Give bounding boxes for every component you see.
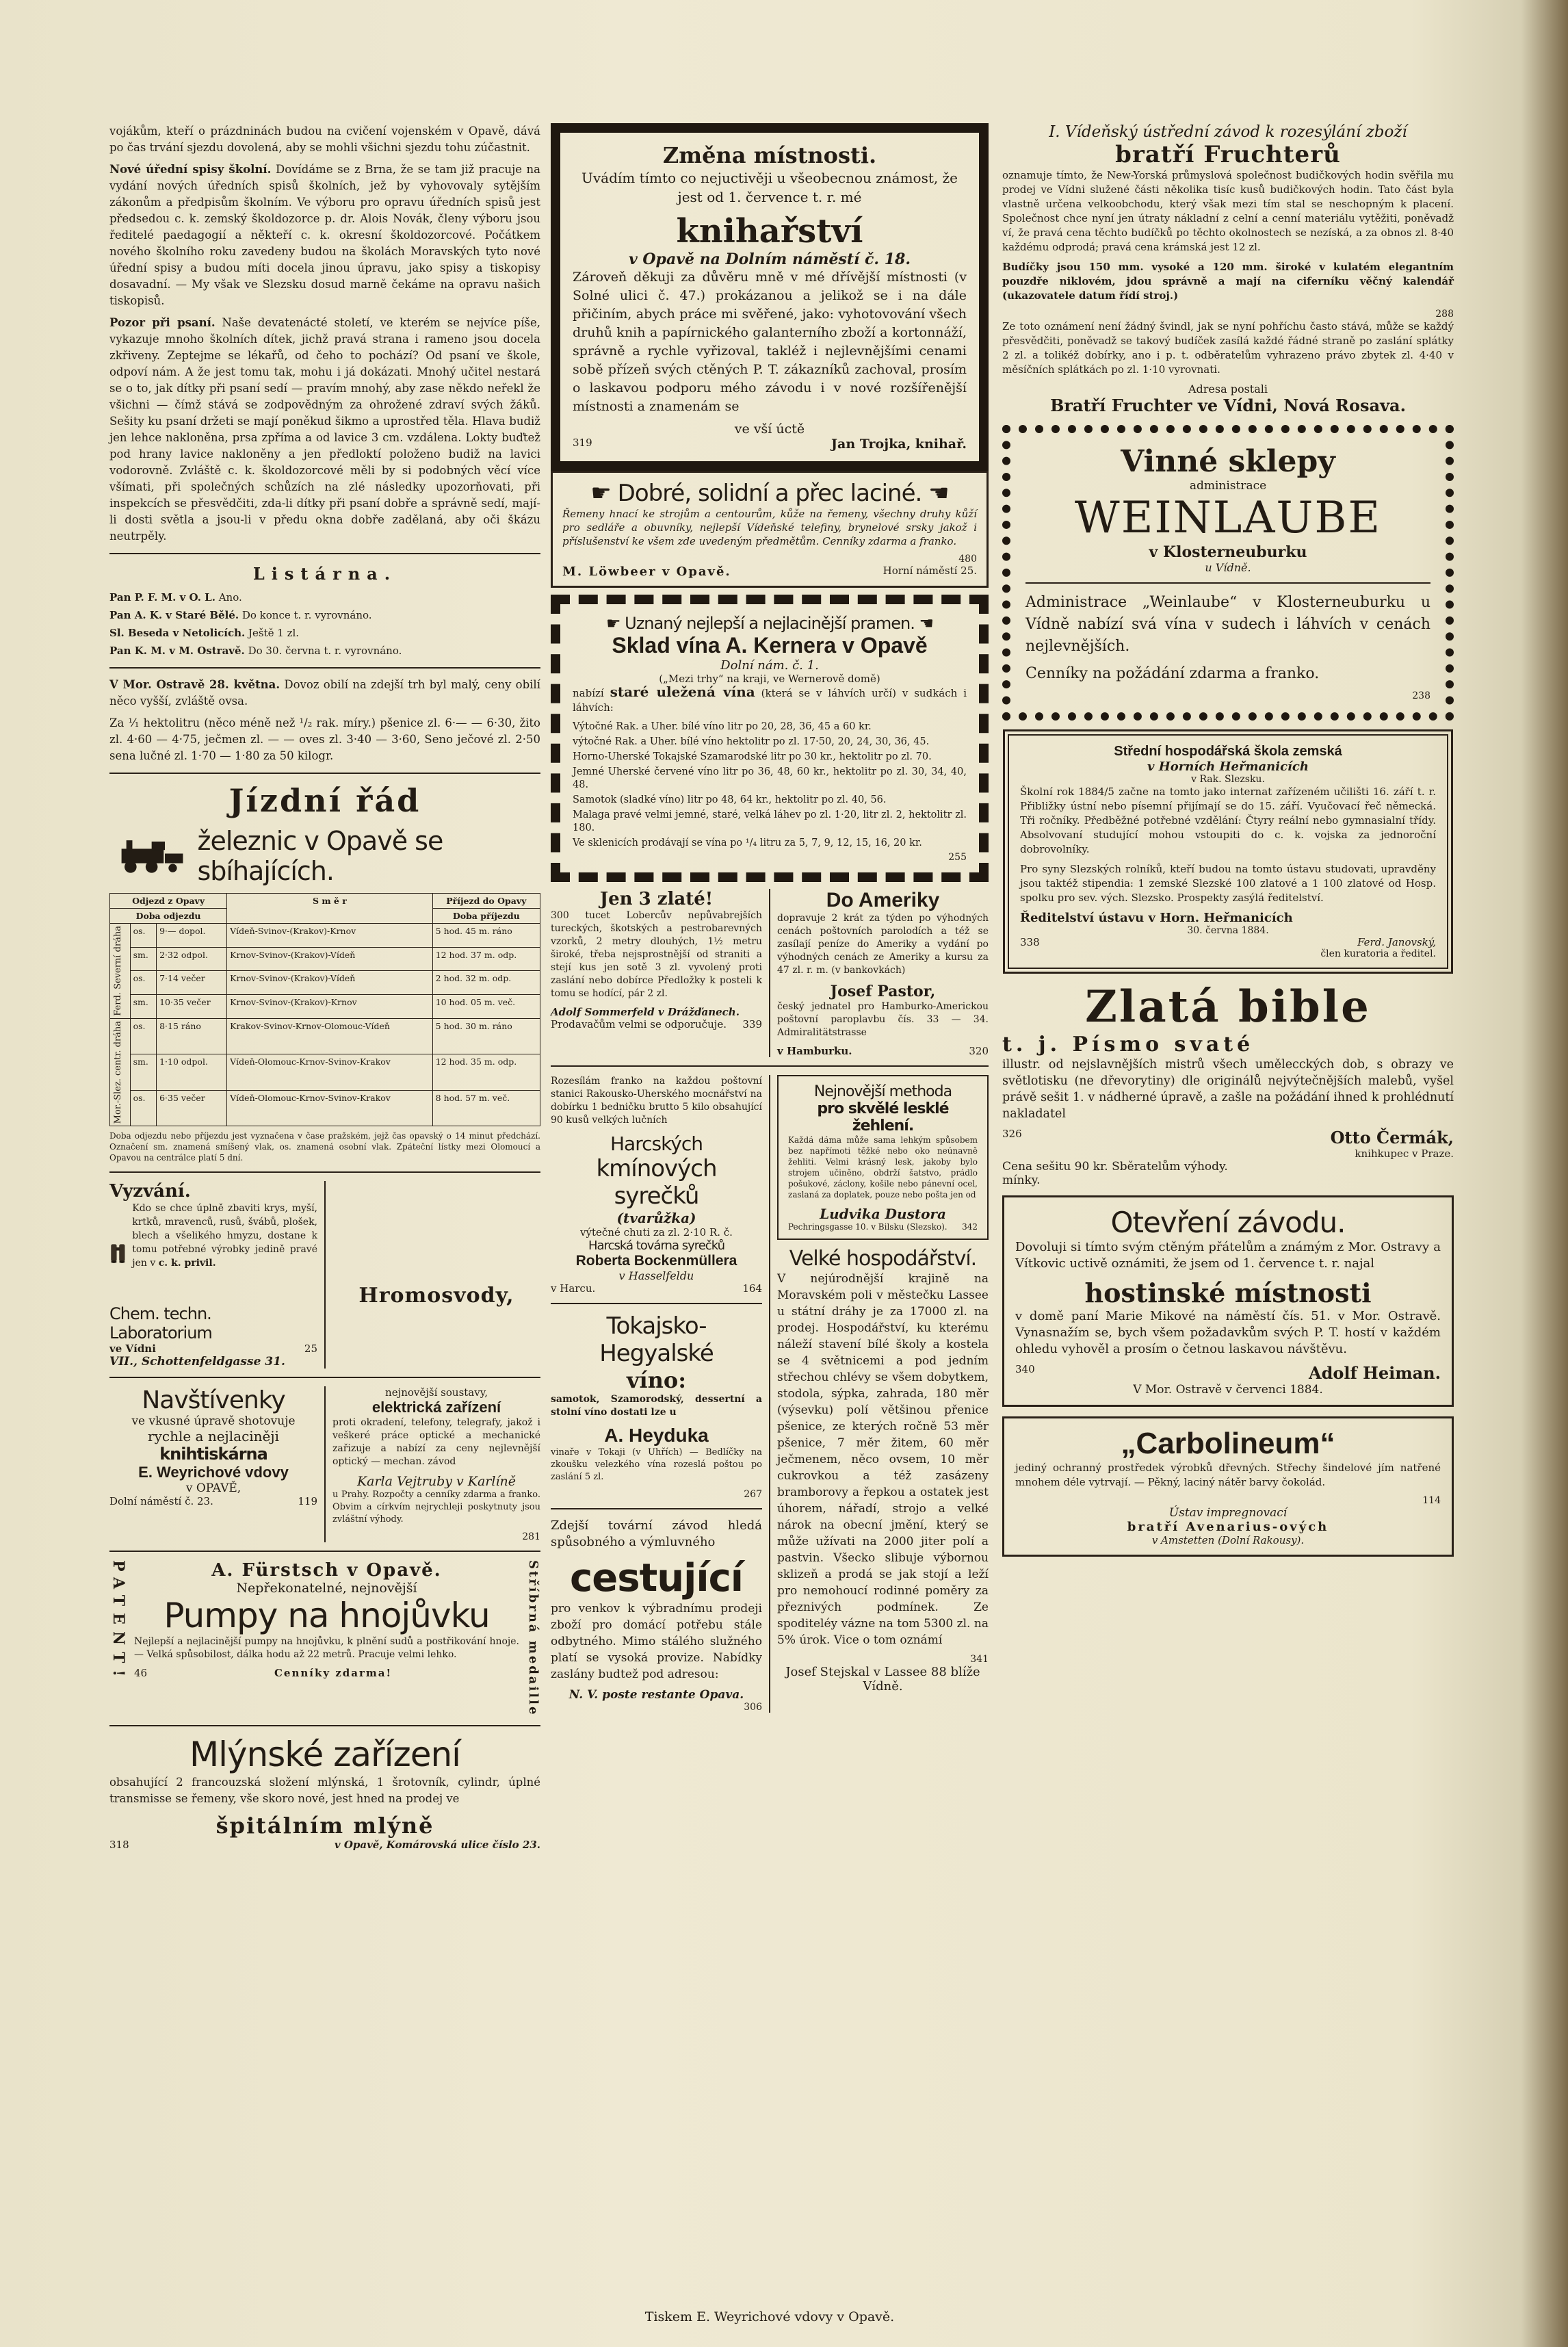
timetable-title: Jízdní řád [228, 782, 421, 819]
ad-pastor-row [777, 1045, 989, 1057]
ad-amstetten: v Amstetten (Dolní Rakousy). [1151, 1534, 1305, 1546]
ad-uznany [573, 614, 967, 633]
ad-pismo: t. j. Písmo svaté [1002, 1033, 1255, 1056]
header-departure-time: Doba odjezdu [110, 909, 227, 924]
divider [1025, 582, 1430, 584]
timetable-table [109, 893, 540, 1126]
ad-jen3-tail: Prodavačům velmi se odporučuje. [551, 1018, 727, 1030]
timetable-cell-arr: 10 hod. 05 m. več. [432, 995, 540, 1019]
ads-row-lower [551, 1075, 989, 1713]
ad-fruchter-num: 288 [1435, 309, 1454, 320]
ad-hromosvody-firm: Karla Vejtruby v Karlíně [356, 1474, 517, 1490]
column-middle [551, 123, 989, 1713]
ad-hromosvody [332, 1181, 540, 1369]
ad-navstivenky-sub2: rychle a nejlaciněji [148, 1428, 279, 1445]
ad-carb-num: 114 [1422, 1495, 1441, 1506]
ad-harcsk-row [551, 1282, 762, 1295]
listarna-item-name: Pan P. F. M. v O. L. [109, 591, 215, 604]
ad-vyzvani-row [109, 1343, 317, 1355]
ad-harcsk [551, 1075, 770, 1713]
ad-hromosvody-sub: nejnovější soustavy, [385, 1386, 488, 1399]
ad-pastor-num: 320 [969, 1045, 989, 1057]
ad-weyrich-row [109, 1495, 317, 1507]
ad-dobre-num: 480 [958, 554, 977, 565]
listarna-item [109, 625, 540, 641]
timetable-cell-dir: Vídeň-Svinov-(Krakov)-Krnov [227, 924, 432, 948]
timetable-cell-arr: 5 hod. 30 m. ráno [432, 1018, 540, 1054]
ad-fruchter-head: I. Vídeňský ústřední závod k rozesýlání zboží [1049, 123, 1407, 141]
ad-bible-row [1002, 1128, 1454, 1147]
ad-amerika-body: dopravuje 2 krát za týden po výhodných cenách poštovních parolodích a též se zasílají peníze do Ameriky a vydání po výhodných cenách ze Ameriky a kursu za 47 zl. r. m. (v bankovkách) [777, 913, 989, 976]
ad-avenarius: bratří Avenarius-ových [1127, 1520, 1329, 1534]
ad-bible-body: illustr. od nejslavnějších mistrů všech umělecckých dob, s obrazy ve světlotisku (ne dřevorytiny) dle originálů nejvýtečnějších malebů, vyšel právě sešit 1. v nádherné úpravě, a zašle na požádání ihned k prohlédnutí nakladatel [1002, 1058, 1454, 1121]
timetable-cell-dir: Vídeň-Olomouc-Krnov-Svinov-Krakov [227, 1054, 432, 1090]
header-arrival: Příjezd do Opavy [432, 894, 540, 909]
ad-carb-firm: Ústav impregnovací [1168, 1506, 1288, 1520]
ad-furatsch-title: A. Fürstsch v Opavě. [211, 1560, 442, 1581]
ad-vinne-title: Vinné sklepy [1121, 444, 1335, 479]
ad-hasselfelde: v Hasselfeldu [618, 1269, 694, 1282]
ad-zmena-body: Zároveň děkuji za důvěru mně v mé dřívější místnosti (v Solné ulici č. 47.) prokázanou a jelikož se i na dále přičiním, abych práce mi svěřené, jako: vyhotovování všech druhů knih a papírnického galanterního zboží a kortonnáží, správně a rychle vyřizoval, takléž i nejlevnějšími cenami sobě přízeň svých ctěných P. T. zákazníků zachoval, prosím o laskavou podporu mého závodu i v nové rozšířenější místnosti a znamenám se [573, 270, 967, 414]
wine-price-line: Jemné Uherské červené víno litr po 36, 48, 60 kr., hektolitr po zl. 30, 34, 40, 48. [573, 766, 967, 790]
listarna-item [109, 643, 540, 659]
timetable-line-name [110, 924, 131, 1019]
ad-carbolineum [1002, 1416, 1454, 1557]
spacer [332, 1181, 540, 1284]
patent-label: PATENT! [109, 1560, 127, 1684]
ad-spital-row [109, 1839, 540, 1851]
market-body: Dovoz obilí na zdejší trh byl malý, ceny obilí něco vyšší, zvláště ovsa. [109, 678, 540, 708]
ad-furatsch [109, 1560, 540, 1716]
ad-tvaruzka: (tvarůžka) [616, 1210, 696, 1226]
timetable-row [110, 924, 540, 948]
timetable-header [109, 826, 540, 886]
article-school-forms-body: Dovídáme se z Brna, že se tam již pracuje na vydání nových úředních spisů školních, jež by vyhovovaly sytějším zákonům a předpisům školním. Ve výboru pro opravu úředních spisů jest předsedou c. k. zemský školdozorce p. dr. Alois Novák, členy výboru jsou ředitelé paedagogií a někteří c. k. okresní školdozorcové. Počátkem nového školního roku zavedeny budou na školách Moravských tyto nové úřední spisy a budou míti docela jinou úpravu, jako spisy a tiskopisy dosavadní. — My však ve Slezsku dosud marně čekáme na opravu našich tiskopisů. [109, 163, 541, 307]
ad-vyzvani-title: Vyzvání. [109, 1181, 191, 1202]
ad-furatsch-main [134, 1560, 519, 1716]
wine-price-line: Výtočné Rak. a Uher. bílé víno litr po 20, 28, 36, 45 a 60 kr. [573, 721, 872, 732]
timetable-cell-cls: os. [130, 924, 157, 948]
ad-fruchter-bold: Budíčky jsou 150 mm. vysoké a 120 mm. široké v kulatém elegantním pouzdře niklovém, jdou správně a mají na ciferníku věčný kalendář (ukazovatele datum řídí stroj.) [1002, 261, 1454, 302]
ad-carbolineum-title: „Carbolineum“ [1121, 1427, 1335, 1460]
ad-sklad-title: Sklad vína A. Kernera v Opavě [612, 633, 928, 658]
ad-pastor: Josef Pastor, [830, 983, 936, 1000]
divider [109, 1551, 540, 1552]
timetable-cell-cls: os. [130, 1018, 157, 1054]
timetable-row [110, 947, 540, 971]
timetable-row [110, 1054, 540, 1090]
ad-harcsk-firm: Harcská továrna syrečků [588, 1239, 724, 1253]
ad-fruchter-firm: Bratří Fruchter ve Vídni, Nová Rosava. [1050, 396, 1406, 415]
ad-sklad-wine: staré uležená vína [610, 684, 755, 700]
divider [109, 667, 540, 669]
ad-vyzvani-firm: c. k. privil. [158, 1258, 216, 1269]
timetable-header-row [110, 894, 540, 909]
ad-heiman-row [1015, 1363, 1441, 1383]
ad-skola [1008, 734, 1448, 969]
ad-sklad-addr: Dolní nám. č. 1. [720, 658, 819, 673]
timetable-section-1 [110, 924, 540, 1019]
wine-price-line: Ve sklenicích prodávají se vína po ¹/₄ litru za 5, 7, 9, 12, 15, 16, 20 kr. [573, 838, 922, 848]
ad-zmena-row [573, 437, 967, 452]
timetable-cell-cls: os. [130, 971, 157, 995]
article-writing-body: Naše devatenácté století, ve kterém se nejvíce píše, vykazuje mnoho školních dítek, jichž pravá strana i rameno jsou docela zkřiveny. Zeptejme se lékařů, od čeho to pochází? Od psaní ve škole, odpoví nám. A že jest tomu tak, mohu i já dokázati. Mnohý učitel nestará se o to, jak dítky při psaní sedí — pravím mnohý, aby zase někdo neřekl že všichni — čímž stává se zodpovědným za ohrožené zdraví svých žáků. Sešity ku psaní držeti se mají poněkud šikmo a uprostřed těla. Hlava budiž jen lehce nakloněna, prsa zpříma a od lavice 3 cm. vzdálena. Lokty buďtež pod hrany lavice nakloněny a jen předloktí položeno budiž na lavici vodorovně. Zvláště c. k. školdozorcové měli by si podobných věcí více všímati, při společných schůzích na zlé následky upozorňovati, při inspekcích se přesvědčiti, zda-li dítky při psaní dobře a správně sedí, mají-li dosti světla a jsou-li v předu okna dobře zadělaná, aby oči škázu neutrpěly. [109, 316, 540, 543]
ad-skola-sub: v Horních Heřmanicích [1147, 760, 1309, 774]
ad-skola-sub2: v Rak. Slezsku. [1191, 774, 1265, 785]
market-prices: Za ⅟₁ hektolitru (něco méně než ¹/₂ rak. míry.) pšenice zl. 6·— — 6·30, žito zl. 4·60 — 4·75, ječmen zl. — — oves zl. 3·40 — 3·60, Seno ječové zl. 2·50 sena lučné zl. 1·70 — 1·80 za 50 kilogr. [109, 716, 540, 762]
wine-price-line: výtočné Rak. a Uher. bílé víno hektolitr po zl. 17·50, 20, 24, 30, 36, 45. [573, 736, 930, 747]
ads-row-mid [551, 889, 989, 1057]
ad-otevreni [1002, 1195, 1454, 1407]
ad-dustora-row [788, 1222, 978, 1232]
ad-velke-body: V nejúrodnější krajině na Moravském poli v městečku Lassee u státní dráhy je za 17000 zl. na prodej. Hospodářství, ku kterému náleží stavení bílé školy a kostela se 4 světnicemi a pod jedním střechou chlévy se všem dobytkem, stodola, sýpka, zahrada, 180 měr (výsevku) polí většinou přenice pšenice, ze kterých ročně 53 měr pšenice, 7 měr žitem, 60 měr ječmenem, něco ovsem, 10 měr cukrovkou a též zasázeny bramborovy a řepkou a ostatek jest úhorem, nářadí, strojo a velké nárok na obecní jmění, který se může užívati na 2000 jiter polí a pastvin. Všecko slibuje výbornou sklizeň a prodá se jak stojí a leží pro nemohoucí rodinné poměry za přeznivých podmínek. Ze spoditeléy vázne na tom 5300 zl. na 5% úrok. Vice o tom oznámí [777, 1272, 989, 1647]
column-right [1002, 123, 1454, 1566]
ad-weinlaube-title: WEINLAUBE [1074, 493, 1382, 543]
timetable-subtitle: železnic v Opavě se sbíhajících. [197, 826, 443, 886]
timetable-section-2 [110, 1018, 540, 1126]
ad-sklad-offer [573, 685, 967, 715]
timetable-cell-arr: 12 hod. 35 m. odp. [432, 1054, 540, 1090]
ad-pastor-body: český jednatel pro Hamburko-Americkou poštovní paroplavbu čís. 33 — 34. Admiralitätstrasse [777, 1001, 989, 1038]
ad-elektricka: elektrická zařízení [371, 1399, 501, 1416]
ad-pumpy-body: Nejlepší a nejlacinější pumpy na hnojůvku, k plnění sudů a postřikování hnoje. — Velká spůsobilost, dálka hodu až 22 metrů. Pracuje velmi lehko. [134, 1636, 519, 1661]
divider [109, 1171, 540, 1173]
ad-dustora-addr: Pechringsgasse 10. v Bilsku (Slezsko). [788, 1222, 948, 1232]
ad-lesk [777, 1075, 989, 1240]
ad-hostinske: hostinské místnosti [1084, 1278, 1372, 1308]
timetable-cell-time: 10·35 večer [157, 995, 227, 1019]
ad-pumpy-title: Pumpy na hnojůvku [164, 1596, 490, 1636]
ad-uznany-text: Uznaný nejlepší a nejlacinější pramen. [625, 614, 915, 633]
market-title: V Mor. Ostravě 28. května. [109, 678, 280, 691]
timetable-cell-cls: sm. [130, 947, 157, 971]
ad-vyzvani-body [132, 1202, 317, 1299]
ad-zmena-addr: v Opavě na Dolním náměstí č. 18. [628, 250, 911, 268]
ad-velke-num: 341 [970, 1654, 989, 1665]
listarna-title: Listárna. [252, 564, 397, 584]
ad-navstivenky-title: Navštívenky [142, 1386, 285, 1415]
timetable-cell-arr: 8 hod. 57 m. več. [432, 1090, 540, 1126]
ad-tokajske-title: Tokajsko-Hegyalské [599, 1312, 714, 1367]
ad-zdejsi-body: Zdejší tovární závod hledá spůsobného a výmluvného [551, 1518, 762, 1549]
ad-skola-title: Střední hospodářská škola zemská [1114, 744, 1342, 759]
timetable-row [110, 995, 540, 1019]
ad-dobre-row [562, 565, 977, 579]
ad-otevreni-title: Otevření závodu. [1110, 1206, 1346, 1239]
ad-tokajske-body: samotok, Szamorodský, dessertní a stolní víno dostati lze u [551, 1394, 762, 1418]
divider [551, 1065, 989, 1067]
timetable-cell-arr: 12 hod. 37 m. odp. [432, 947, 540, 971]
header-direction: S m ě r [227, 894, 432, 924]
ad-cermak: Otto Čermák, [1330, 1128, 1454, 1147]
hand-right-icon: ☛ [605, 614, 625, 633]
ad-cestujici: cestující [570, 1556, 743, 1600]
ad-vyzvani-content [109, 1202, 317, 1304]
ad-zmena-close: ve vší úctě [734, 422, 805, 437]
ad-harcsk-num: 164 [742, 1282, 762, 1295]
ad-pumpy-num: 46 [134, 1667, 148, 1680]
ad-skola-num: 338 [1020, 936, 1040, 948]
ad-fruchter-adresa: Adresa postali [1188, 382, 1268, 396]
ad-velke-title: Velké hospodářství. [789, 1247, 977, 1271]
wine-price-line: Horno-Uherské Tokajské Szamarodské litr po 30 kr., hektolitr po zl. 70. [573, 751, 932, 762]
ad-vino: víno: [626, 1367, 687, 1393]
listarna-item-name: Pan K. M. v M. Ostravě. [109, 645, 245, 657]
timetable-cell-dir: Krnov-Svinov-(Krakov)-Vídeň [227, 947, 432, 971]
ad-weyrich-addr: Dolní náměstí č. 23. [109, 1495, 213, 1508]
timetable-cell-arr: 5 hod. 45 m. ráno [432, 924, 540, 948]
ad-weinlaube-body2: Cenníky na požádání zdarma a franko. [1025, 665, 1320, 682]
ad-nejnovejsi: Nejnovější methoda [813, 1083, 952, 1100]
timetable-note: Doba odjezdu nebo příjezdu jest vyznačena v čase pražském, jejž čas opavský o 14 minut předchází. Označení sm. znamená smíšený vlak, os. znamená osobní vlak. Zpáteční lístky mezi Olomoucí a Opavou na centrálce platí 5 dní. [109, 1131, 540, 1163]
listarna-list [109, 589, 540, 659]
timetable-cell-dir: Vídeň-Olomouc-Krnov-Svinov-Krakov [227, 1090, 432, 1126]
listarna-item [109, 589, 540, 606]
ad-kminovych: kmínových syrečků [596, 1155, 717, 1210]
article-writing [109, 315, 540, 545]
ad-dobre [551, 471, 989, 588]
ad-knihkupectvi: knihařství [676, 212, 863, 250]
ad-heiman: Adolf Heiman. [1308, 1363, 1441, 1383]
ad-cestujici-num: 306 [744, 1702, 762, 1713]
ad-cestujici-body: pro venkov k výbradnímu prodeji zboží pro domácí potřebu stále odbytného. Mimo stálého služného platí se vysoká provize. Nabídky zaslány budtež pod adresou: [551, 1602, 762, 1681]
ad-zmena-num: 319 [573, 437, 592, 449]
ad-lesk-col [777, 1075, 989, 1713]
ad-sklad-num: 255 [948, 852, 967, 863]
ad-dobre-title [562, 480, 977, 507]
ad-heiman-date: V Mor. Ostravě v červenci 1884. [1133, 1383, 1323, 1397]
divider [551, 1303, 762, 1304]
ad-jen3-title: Jen 3 zlaté! [599, 889, 714, 909]
ad-pastor-city: v Hamburku. [777, 1045, 852, 1057]
divider [551, 1508, 762, 1509]
ad-dobre-title-text: Dobré, solidní a přec laciné. [617, 480, 922, 507]
timetable-cell-cls: sm. [130, 995, 157, 1019]
ad-lesk-body: Každá dáma může sama lehkým spůsobem bez napřímoti těžké nebo oko neúnavně žehliti. Velmi krásný lesk, jakoby bylo strojem učiněno, obdrží šatstvo, prádlo pošukové, záclony, košile nebo pánevní ocel, zaslaná za doplatek, pouze nebo pošta jen od [788, 1135, 978, 1200]
ad-skola-body2: Pro syny Slezských rolníků, kteří budou na tomto ústavu studovati, upravděny jsou taktéž stipendia: 1 zemské Slezské 100 zlatové a 1 100 zlatové od Hosp. spolku pro sev. vých. Slezsko. Prospekty zasýlá ředitelství. [1020, 863, 1436, 904]
ad-bible-title: Zlatá bible [1085, 981, 1371, 1033]
ad-weyrich-city: v OPAVĚ, [185, 1481, 241, 1496]
timetable-cell-time: 8·15 ráno [157, 1018, 227, 1054]
ad-hromosvody-body-col [332, 1386, 540, 1542]
ad-jen3 [551, 889, 770, 1057]
medaille-label: Stříbrná medaille [526, 1560, 540, 1717]
hand-left-icon: ☚ [914, 614, 933, 633]
ad-weinlaube-num: 238 [1412, 690, 1430, 701]
timetable-cell-time: 6·35 večer [157, 1090, 227, 1126]
ad-cermak-sub: knihkupec v Praze. [1355, 1147, 1454, 1160]
ad-vidne: u Vídně. [1205, 561, 1251, 574]
ad-amerika [777, 889, 989, 1057]
timetable-cell-cls: sm. [130, 1054, 157, 1090]
timetable-cell-time: 2·32 odpol. [157, 947, 227, 971]
ad-sklad-nabizi2: (která se v láhvích určí) v sudkách i láhvích: [573, 687, 967, 714]
timetable-cell-time: 1·10 odpol. [157, 1054, 227, 1090]
ad-vyzvani-lab: Chem. techn. Laboratorium [109, 1304, 212, 1343]
ad-zmena-intro: Uvádím tímto co nejuctivěji u všeobecnou známost, že jest od 1. července t. r. mé [582, 170, 958, 205]
ad-dustora-num: 342 [962, 1222, 978, 1232]
listarna-item-name: Sl. Beseda v Netolicích. [109, 627, 246, 639]
ad-carb-body: jediný ochranný prostředek výrobků dřevných. Střechy šindelové jím natřené mnohem déle vytrvají. — Pěkný, laciný nátěr barvy čokolád. [1015, 1462, 1441, 1488]
listarna-item-text: Ještě 1 zl. [248, 627, 300, 639]
ad-dobre-firm: M. Löwbeer v Opavě. [562, 565, 731, 579]
ad-furatsch-sub: Nepřekonatelné, nejnovější [236, 1581, 417, 1596]
divider [109, 1725, 540, 1726]
ad-hromosvody-tail: u Prahy. Rozpočty a cenníky zdarma a franko. Obvim a církvím nejrychleji poskytnuty jsou zvláštní výhody. [332, 1490, 540, 1525]
ad-heyduka-num: 267 [744, 1489, 762, 1500]
ad-harcsk-price: výtečné chuti za zl. 2·10 R. č. [580, 1226, 733, 1239]
ad-skola-body: Školní rok 1884/5 začne na tomto jako internat zařízeném učilišti 16. září t. r. Přibližky ústní nebo písemní přijímají se do 15. září. Vyučovací řeč německá. Tři ročníky. Předběžné potřebné vzdělání: Čtyry reální nebo gymnasialní třídy. Absolvovaní studující mohou vstoupiti do c. k. vojska za jednoroční dobrovolníky. [1020, 786, 1436, 855]
ad-spital: špitálním mlýně [215, 1812, 434, 1839]
timetable-cell-arr: 2 hod. 32 m. odp. [432, 971, 540, 995]
ad-skola-date: 30. června 1884. [1187, 925, 1269, 936]
listarna-item-name: Pan A. K. v Staré Bělé. [109, 609, 239, 621]
timetable-line-label: Ferd. Severní dráha [113, 926, 123, 1016]
ad-hromosvody-title: Hromosvody, [358, 1284, 514, 1308]
listarna-item-text: Ano. [218, 591, 242, 604]
ad-mlynske [109, 1735, 540, 1851]
ad-dobre-body: Řemeny hnací ke strojům a centourům, kůže na řemeny, všechny druhy kůží pro sedláře a obuvníky, nejlepší Vídeňské telefiny, brynelové srsky jakož i příslušenství ke všem zde uvedeným předmětům. Cenníky zdarma a franko. [562, 508, 977, 547]
timetable-cell-cls: os. [130, 1090, 157, 1126]
ad-pumpy-cennik: Cenníky zdarma! [274, 1667, 393, 1680]
ad-vyzvani-text: Kdo se chce úplně zbaviti krys, myší, krtků, mravenců, rusů, švábů, plošek, blech a všelikého hmyzu, dostane k tomu potřebné výrobky jedině pravé jen v [132, 1203, 317, 1269]
timetable-cell-time: 7·14 večer [157, 971, 227, 995]
header-arrival-time: Doba příjezdu [432, 909, 540, 924]
ad-skola-sign2: člen kuratoria a ředitel. [1320, 948, 1436, 959]
divider [109, 553, 540, 554]
ad-fruchter-tail: Ze toto oznámení není žádný švindl, jak se nyní pohříchu často stává, může se každý přesvědčiti, poněvadž se takový budíček zasílá každé řádné straně po zaslání splátky 2 zl. a tolikéž dobírky, ano i p. t. odběratelům vyhrazeno právo zbytek zl. 4·40 v měsíčních splátkách po zl. 1·10 vyrovnati. [1002, 320, 1454, 376]
locomotive-icon [109, 835, 188, 877]
ad-fruchter-body: oznamuje tímto, že New-Yorská průmyslová společnost budičkových hodin svěřila mu prodej ve Vídni služené části několika tisíc kusů budičkových hodin. Tato část byla vlastně určena velkoobchodu, který však mezi tím stal se neschopným k placení. Společnost chce nyní jen útraty nákladní z celní a cenní materiálu vytěžiti, poněvadž ví, že pravá cena těchto budíčků po těchto okolnostech se nezíská, a za obnos zl. 8·40 každému odprodá; pravá cena krámská jest 12 zl. [1002, 169, 1454, 253]
ad-klosterneuburk: v Klosterneuburku [1149, 543, 1307, 561]
ad-jen3-body: 300 tucet Lobercův nepůvabrejších tureckých, škotských a pestrobarevných vzorků, 2 metry dlouhých, 1½ metru široké, třeba nejsprostnější od straniti a stejí kus jen sotě 3 zl. vyvolený proti zaslání nebo dobírce Předložky k posteli k tomu se hodící, pár 2 zl. [551, 910, 762, 999]
timetable-row [110, 1090, 540, 1126]
ad-vyzvani-city: ve Vídni [109, 1343, 156, 1356]
ad-heyduka-body: vinaře v Tokaji (v Uhřích) — Bedlíčky na zkoušku velezkého vína rozeslá poštou po zaslání 5 zl. [551, 1447, 762, 1482]
market-report [109, 677, 540, 710]
ad-zmena [551, 123, 989, 471]
timetable-line-name [110, 1018, 131, 1126]
ad-navstivenky [109, 1386, 326, 1542]
ads-row-2 [109, 1386, 540, 1542]
ad-jen3-firm: Adolf Sommerfeld v Drážďanech. [551, 1006, 740, 1018]
listarna-item-text: Do konce t. r. vyrovnáno. [241, 609, 372, 621]
binoculars-icon [109, 1202, 127, 1304]
article-opening: vojákům, kteří o prázdninách budou na cvičení vojenském v Opavě, dává po čas trvání sjezdu dovolená, aby se mohli všichni sjezdu tohu zúčastnit. [109, 125, 540, 154]
ad-rozesilam: Rozesílám franko na každou poštovní stanici Rakousko-Uherského mocnářství na dobírku 1 bedničku brutto 5 kilo obsahující 90 kusů velkých lučních [551, 1076, 762, 1126]
ad-skola-dir: Ředitelství ústavu v Horn. Heřmanicích [1020, 911, 1293, 925]
article-writing-title: Pozor při psaní. [109, 316, 215, 329]
ad-hromosvody-num: 281 [522, 1531, 540, 1543]
ad-amerika-title: Do Ameriky [826, 889, 940, 911]
ads-row-1 [109, 1181, 540, 1369]
ad-vyzvani-num: 25 [304, 1343, 317, 1356]
timetable-cell-dir: Krnov-Svinov-(Krakov)-Krnov [227, 995, 432, 1019]
column-left [109, 123, 540, 1851]
timetable-cell-dir: Krnov-Svinov-(Krakov)-Vídeň [227, 971, 432, 995]
ad-dustora: Ludvika Dustora [820, 1206, 946, 1222]
ad-mlynske-title: Mlýnské zařízení [189, 1734, 461, 1774]
ad-bockenmuller: Roberta Bockenmüllera [575, 1253, 737, 1269]
ad-fruchter-title: bratří Fruchterů [1115, 141, 1341, 168]
ad-weyrich-num: 119 [298, 1495, 317, 1508]
ad-heyduka: A. Heyduka [604, 1425, 709, 1446]
ad-otevreni-num: 340 [1015, 1363, 1035, 1375]
ad-administrace: administrace [1189, 479, 1267, 493]
ad-vyzvani-addr: VII., Schottenfeldgasse 31. [109, 1355, 285, 1369]
ad-weinlaube-body: Administrace „Weinlaube“ v Klosterneuburku u Vídně nabízí svá vína v sudech i láhvích v cenách nejlevnějších. [1025, 594, 1430, 655]
article-school-forms [109, 161, 540, 309]
ad-skola-sign: Ferd. Janovský, [1357, 936, 1436, 948]
ad-spital-num: 318 [109, 1838, 129, 1851]
ad-navstivenky-sub: ve vkusné úpravě shotovuje [131, 1414, 296, 1429]
divider [109, 773, 540, 774]
ad-mlynske-body: obsahující 2 francouzská složení mlýnská, 1 šrotovník, cylindr, úplné transmisse se řemeny, vše skoro nové, jest hned na prodej ve [109, 1775, 540, 1805]
timetable-cell-time: 9·— dopol. [157, 924, 227, 948]
ad-sklad-nabizi: nabízí [573, 687, 604, 699]
header-departure: Odjezd z Opavy [110, 894, 227, 909]
ad-weyrich: E. Weyrichové vdovy [138, 1464, 289, 1481]
ad-jen3-num: 339 [742, 1018, 762, 1030]
divider [109, 1377, 540, 1378]
wine-price-line: Malaga pravé velmi jemné, staré, velká láhev po zl. 1·20, litr zl. 2, hektolitr zl. 180. [573, 809, 967, 833]
ad-cermak-tail: Cena sešitu 90 kr. Sběratelům výhody. [1002, 1160, 1228, 1174]
ad-knihtiskarna: knihtiskárna [159, 1444, 267, 1464]
ad-pumpy-row [134, 1667, 519, 1679]
printer-footer: Tiskem E. Weyrichové vdovy v Opavě. [644, 2309, 895, 2324]
ad-zmena-title: Změna místnosti. [662, 142, 877, 168]
ad-zmena-sign: Jan Trojka, knihař. [831, 437, 967, 452]
wine-price-line: Samotok (sladké víno) litr po 48, 64 kr., hektolitr po zl. 40, 56. [573, 794, 887, 805]
hand-right-icon: ☛ [590, 480, 618, 507]
listarna-item [109, 607, 540, 623]
timetable-cell-dir: Krakov-Svinov-Krnov-Olomouc-Vídeň [227, 1018, 432, 1054]
timetable-row [110, 971, 540, 995]
ad-otevreni-body: Dovoluji si tímto svým ctěným přátelům a známým z Mor. Ostravy a Vítkovic uctivě oznámiti, že jsem od 1. července t. r. najal [1015, 1240, 1441, 1271]
ad-sklad-lines [573, 721, 967, 850]
ad-bible-num: 326 [1002, 1128, 1022, 1140]
ad-weinlaube [1002, 425, 1454, 721]
ad-harcskych: Harcských [610, 1132, 703, 1155]
ad-lesk-title: pro skvělé lesklé žehlení. [817, 1100, 949, 1134]
ad-cestujici-addr: N. V. poste restante Opava. [569, 1688, 744, 1702]
ad-spital-addr: v Opavě, Komárovská ulice číslo 23. [334, 1838, 540, 1851]
ad-skola-row [1020, 936, 1436, 948]
ad-sklad [551, 595, 989, 882]
ad-harzu: v Harcu. [551, 1282, 596, 1295]
hand-left-icon: ☚ [922, 480, 949, 507]
ad-vyzvani [109, 1181, 326, 1369]
ad-cermak-tail2: mínky. [1002, 1174, 1041, 1187]
listarna-item-text: Do 30. června t. r. vyrovnáno. [248, 645, 402, 657]
ad-otevreni-body2: v domě paní Marie Mikové na náměstí čís. 51. v Mor. Ostravě. Vynasnažím se, bych všem požadavkům svých P. T. hostí v každém ohledu vyhověl a prosím o četnou laskavou návštěvu. [1015, 1309, 1441, 1356]
article-school-forms-title: Nové úřední spisy školní. [109, 163, 272, 176]
ad-hromosvody-body: proti okradení, telefony, telegrafy, jakož i veškeré práce optické a mechanické zařizuje a nabízí za ceny nejlevnější optický — mechan. závod [332, 1417, 540, 1468]
timetable-row [110, 1018, 540, 1054]
ad-velke-sign: Josef Stejskal v Lassee 88 blíže Vídně. [785, 1665, 980, 1694]
ad-dobre-addr: Horní náměstí 25. [883, 565, 977, 577]
ad-jen3-row [551, 1018, 762, 1030]
ad-sklad-sub: („Mezi trhy“ na kraji, ve Wernerově domě) [659, 673, 880, 685]
timetable-line-label: Mor.-Slez. centr. dráha [113, 1020, 123, 1124]
